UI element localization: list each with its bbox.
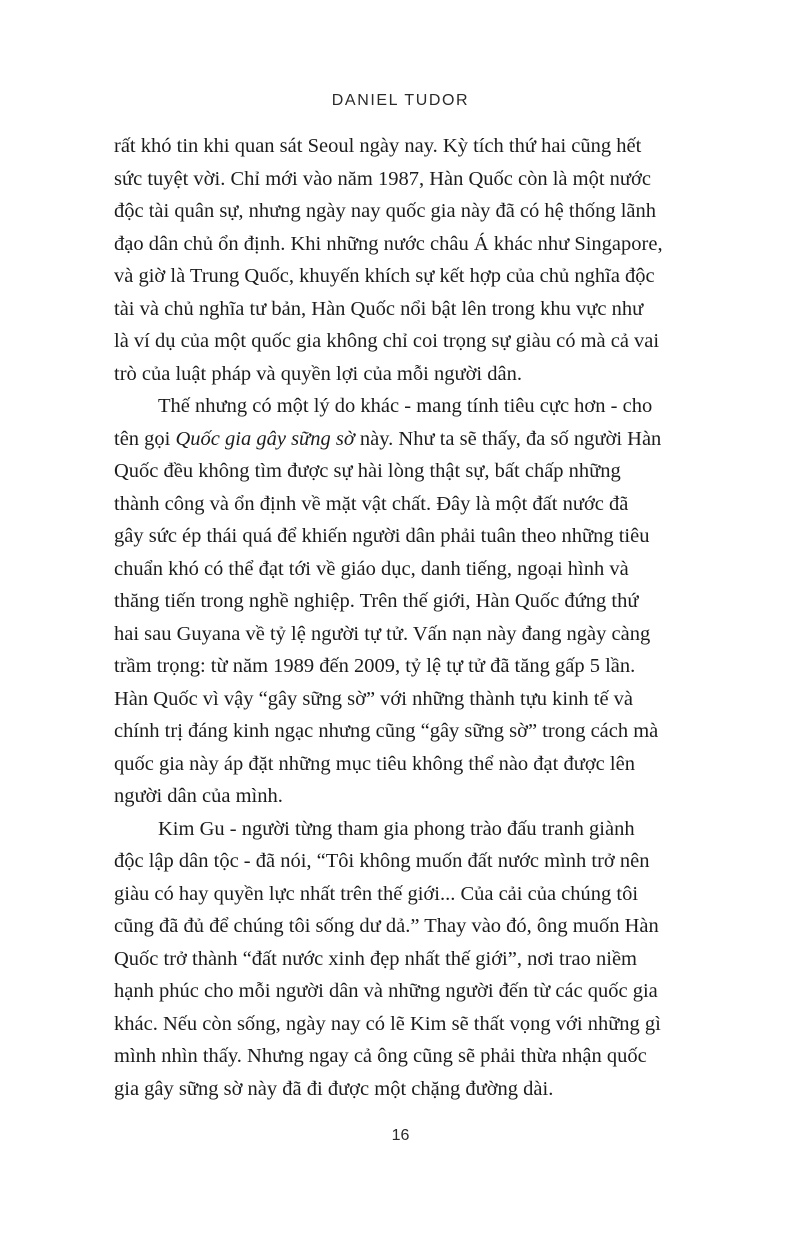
text-line: thăng tiến trong nghề nghiệp. Trên thế giới, Hàn Quốc đứng thứ bbox=[114, 590, 639, 612]
text-line: trò của luật pháp và quyền lợi của mỗi người dân. bbox=[114, 362, 522, 385]
text-fragment: này. Như ta sẽ thấy, đa số người Hàn bbox=[354, 427, 662, 450]
text-line: gia gây sững sờ này đã đi được một chặng đường dài. bbox=[114, 1077, 554, 1100]
body-text bbox=[114, 130, 699, 1105]
text-line: thành công và ổn định về mặt vật chất. Đây là một đất nước đã bbox=[114, 492, 629, 515]
text-line: tài và chủ nghĩa tư bản, Hàn Quốc nổi bật lên trong khu vực như bbox=[114, 297, 644, 320]
text-line: giàu có hay quyền lực nhất trên thế giới... Của cải của chúng tôi bbox=[114, 882, 639, 905]
text-line: Kim Gu - người từng tham gia phong trào đấu tranh giành bbox=[158, 817, 635, 840]
text-line: người dân của mình. bbox=[114, 785, 283, 807]
book-title-italic: Quốc gia gây sững sờ bbox=[175, 427, 355, 450]
text-line: đạo dân chủ ổn định. Khi những nước châu Á khác như Singapore, bbox=[114, 232, 663, 255]
text-line: Hàn Quốc vì vậy “gây sững sờ” với những thành tựu kinh tế và bbox=[114, 687, 634, 710]
text-line-with-title bbox=[114, 423, 699, 456]
text-line: Quốc đều không tìm được sự hài lòng thật sự, bất chấp những bbox=[114, 460, 621, 482]
text-line: mình nhìn thấy. Nhưng ngay cả ông cũng sẽ phải thừa nhận quốc bbox=[114, 1045, 647, 1067]
text-line: chuẩn khó có thể đạt tới về giáo dục, danh tiếng, ngoại hình và bbox=[114, 557, 629, 580]
text-line: gây sức ép thái quá để khiến người dân phải tuân theo những tiêu bbox=[114, 525, 650, 547]
text-line: hạnh phúc cho mỗi người dân và những người đến từ các quốc gia bbox=[114, 980, 658, 1002]
text-line: quốc gia này áp đặt những mục tiêu không thể nào đạt được lên bbox=[114, 752, 635, 775]
text-fragment: tên gọi bbox=[114, 427, 176, 450]
text-line: cũng đã đủ để chúng tôi sống dư dả.” Thay vào đó, ông muốn Hàn bbox=[114, 915, 659, 937]
text-line: và giờ là Trung Quốc, khuyến khích sự kết hợp của chủ nghĩa độc bbox=[114, 265, 655, 287]
text-line: hai sau Guyana về tỷ lệ người tự tử. Vấn nạn này đang ngày càng bbox=[114, 622, 651, 645]
text-line: trầm trọng: từ năm 1989 đến 2009, tỷ lệ tự tử đã tăng gấp 5 lần. bbox=[114, 655, 636, 677]
text-line: sức tuyệt vời. Chỉ mới vào năm 1987, Hàn Quốc còn là một nước bbox=[114, 167, 651, 190]
text-line: là ví dụ của một quốc gia không chỉ coi trọng sự giàu có mà cả vai bbox=[114, 330, 660, 352]
text-line: độc tài quân sự, nhưng ngày nay quốc gia này đã có hệ thống lãnh bbox=[114, 200, 656, 222]
text-line: độc lập dân tộc - đã nói, “Tôi không muốn đất nước mình trở nên bbox=[114, 850, 650, 872]
text-line: Thế nhưng có một lý do khác - mang tính tiêu cực hơn - cho bbox=[158, 395, 653, 417]
running-header: DANIEL TUDOR bbox=[331, 92, 470, 109]
text-line: chính trị đáng kinh ngạc nhưng cũng “gây sững sờ” trong cách mà bbox=[114, 720, 659, 742]
text-line: rất khó tin khi quan sát Seoul ngày nay. Kỳ tích thứ hai cũng hết bbox=[114, 135, 642, 157]
text-line: khác. Nếu còn sống, ngày nay có lẽ Kim sẽ thất vọng với những gì bbox=[114, 1012, 661, 1035]
page-number: 16 bbox=[391, 1127, 410, 1144]
text-line: Quốc trở thành “đất nước xinh đẹp nhất thế giới”, nơi trao niềm bbox=[114, 947, 637, 970]
